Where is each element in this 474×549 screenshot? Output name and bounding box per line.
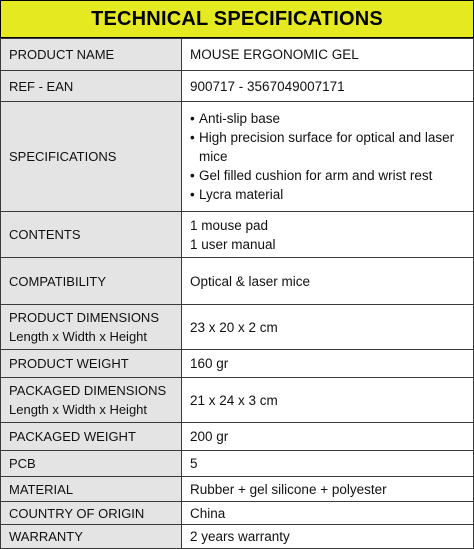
table-row <box>1 525 474 549</box>
row-value: 2 years warranty <box>182 525 474 549</box>
row-value: 21 x 24 x 3 cm <box>182 378 474 423</box>
list-item: • High precision surface for optical and laser mice <box>190 130 455 164</box>
bullet-icon: • <box>190 130 195 145</box>
row-value: 900717 - 3567049007171 <box>182 71 474 102</box>
row-label: PRODUCT NAME <box>1 39 182 71</box>
contents-line: 1 user manual <box>190 236 276 252</box>
row-value: Rubber + gel silicone + polyester <box>182 477 474 502</box>
row-label: MATERIAL <box>1 477 182 502</box>
row-label: PCB <box>1 451 182 477</box>
spec-title: TECHNICAL SPECIFICATIONS <box>0 0 474 38</box>
row-label: REF - EAN <box>1 71 182 102</box>
table-row <box>1 502 474 525</box>
row-label-main: PRODUCT DIMENSIONS <box>9 310 159 325</box>
row-value: 23 x 20 x 2 cm <box>182 305 474 350</box>
table-row <box>1 71 474 102</box>
list-item: • Gel filled cushion for arm and wrist rest <box>190 168 433 183</box>
row-value <box>182 102 474 212</box>
specifications-list <box>190 109 473 204</box>
list-item: • Lycra material <box>190 187 284 202</box>
table-row <box>1 477 474 502</box>
row-value <box>182 212 474 258</box>
row-label <box>1 378 182 423</box>
table-row <box>1 423 474 451</box>
row-label: CONTENTS <box>1 212 182 258</box>
bullet-icon: • <box>190 187 195 202</box>
bullet-icon: • <box>190 111 195 126</box>
table-row <box>1 350 474 378</box>
row-value: 160 gr <box>182 350 474 378</box>
row-label: PRODUCT WEIGHT <box>1 350 182 378</box>
row-sublabel: Length x Width x Height <box>9 329 148 344</box>
table-row <box>1 451 474 477</box>
spec-table <box>0 38 474 549</box>
table-row <box>1 39 474 71</box>
row-value: 5 <box>182 451 474 477</box>
table-row <box>1 102 474 212</box>
row-value: 200 gr <box>182 423 474 451</box>
contents-line: 1 mouse pad <box>190 217 269 233</box>
row-label: SPECIFICATIONS <box>1 102 182 212</box>
list-item: • Anti-slip base <box>190 111 281 126</box>
row-value: Optical & laser mice <box>182 258 474 305</box>
row-value: MOUSE ERGONOMIC GEL <box>182 39 474 71</box>
row-label: COMPATIBILITY <box>1 258 182 305</box>
row-sublabel: Length x Width x Height <box>9 402 148 417</box>
table-row <box>1 258 474 305</box>
row-label-main: PACKAGED DIMENSIONS <box>9 383 167 398</box>
row-label: PACKAGED WEIGHT <box>1 423 182 451</box>
table-row <box>1 378 474 423</box>
table-row <box>1 212 474 258</box>
bullet-icon: • <box>190 168 195 183</box>
row-label <box>1 305 182 350</box>
row-label: COUNTRY OF ORIGIN <box>1 502 182 525</box>
table-row <box>1 305 474 350</box>
row-value: China <box>182 502 474 525</box>
row-label: WARRANTY <box>1 525 182 549</box>
